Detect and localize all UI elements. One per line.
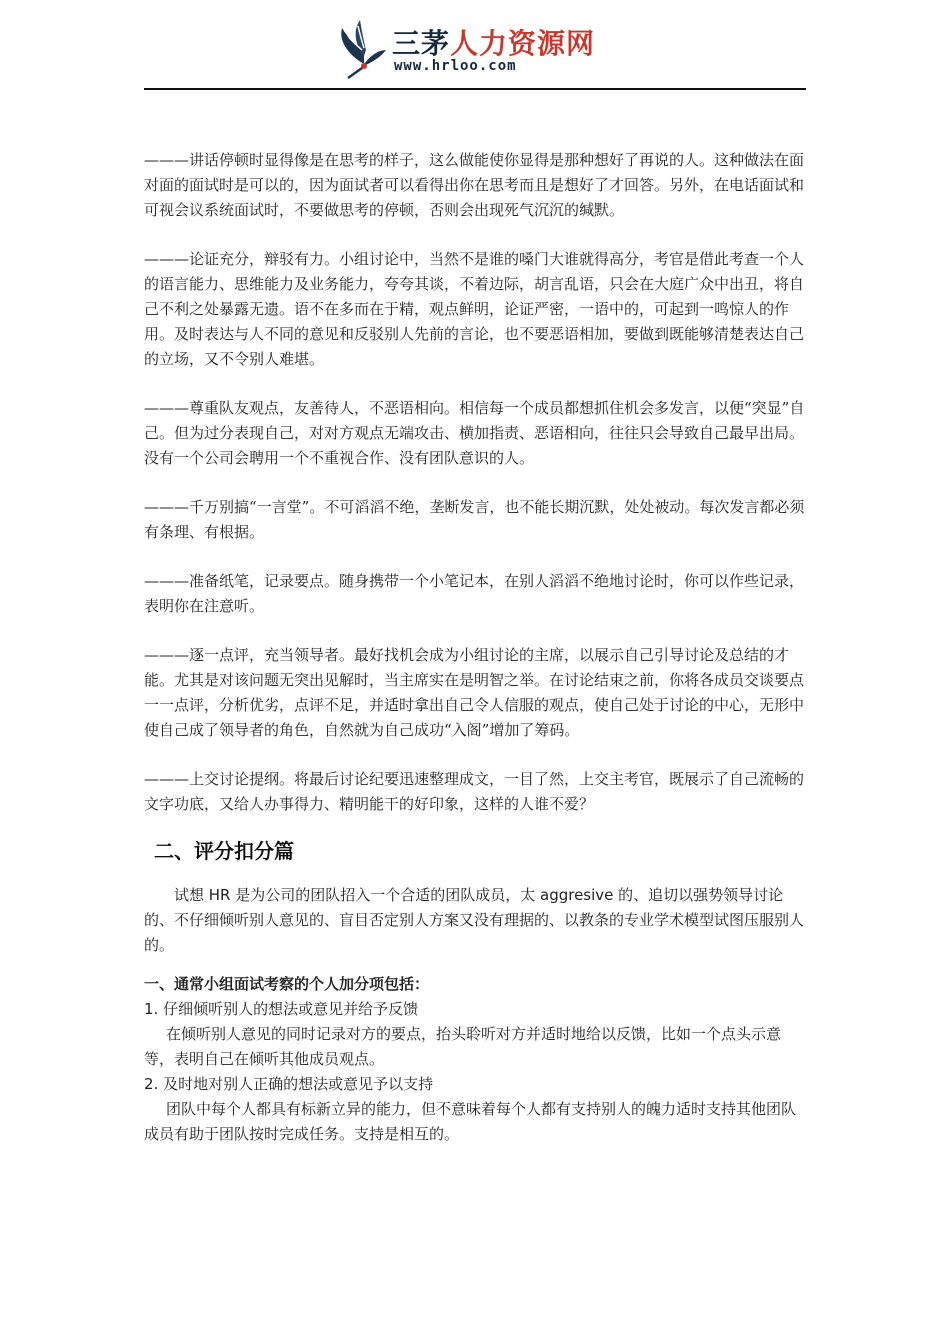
list-item-body: 团队中每个人都具有标新立异的能力，但不意味着每个人都有支持别人的魄力适时支持其他团队成员有助于团队按时完成任务。支持是相互的。 bbox=[144, 1100, 797, 1143]
paragraph: ———尊重队友观点，友善待人，不恶语相向。相信每一个成员都想抓住机会多发言，以便“突显”自己。但为过分表现自己，对对方观点无端攻击、横加指责、恶语相向，往往只会导致自己最早出局。没有一个公司会聘用一个不重视合作、没有团队意识的人。 bbox=[144, 399, 805, 467]
header-divider bbox=[144, 88, 806, 90]
site-logo bbox=[334, 16, 624, 80]
paragraph: ———逐一点评，充当领导者。最好找机会成为小组讨论的主席，以展示自己引导讨论及总结的才能。尤其是对该问题无突出见解时，当主席实在是明智之举。在讨论结束之前，你将各成员交谈要点一一点评，分析优劣，点评不足，并适时拿出自己令人信服的观点，使自己处于讨论的中心，无形中使自己成了领导者的角色，自然就为自己成功“入阁”增加了筹码。 bbox=[144, 646, 805, 739]
paragraph: ———上交讨论提纲。将最后讨论纪要迅速整理成文，一目了然，上交主考官，既展示了自己流畅的文字功底，又给人办事得力、精明能干的好印象，这样的人谁不爱？ bbox=[144, 770, 805, 813]
paragraph: ———讲话停顿时显得像是在思考的样子，这么做能使你显得是那种想好了再说的人。这种做法在面对面的面试时是可以的，因为面试者可以看得出你在思考而且是想好了才回答。另外，在电话面试和可视会议系统面试时，不要做思考的停顿，否则会出现死气沉沉的缄默。 bbox=[144, 151, 805, 219]
document-body bbox=[144, 148, 806, 1147]
list-item-title: 2. 及时地对别人正确的想法或意见予以支持 bbox=[144, 1075, 434, 1093]
sub-heading: 一、通常小组面试考察的个人加分项包括： bbox=[144, 975, 430, 993]
logo-title bbox=[392, 22, 595, 62]
section-heading: 二、评分扣分篇 bbox=[154, 839, 294, 863]
section-lead: 试想 HR 是为公司的团队招入一个合适的团队成员，太 aggresive 的、追切以强势领导讨论的、不仔细倾听别人意见的、盲目否定别人方案又没有理据的、以教条的专业学术模型试图压服别人的。 bbox=[144, 886, 805, 954]
logo-title-site: 人力资源网 bbox=[450, 27, 596, 60]
logo-title-brand: 三茅 bbox=[392, 27, 451, 60]
list-item-body: 在倾听别人意见的同时记录对方的要点，抬头聆听对方并适时地给以反馈，比如一个点头示意等，表明自己在倾听其他成员观点。 bbox=[144, 1025, 782, 1068]
logo-url: www.hrloo.com bbox=[394, 58, 517, 74]
paragraph: ———千万别搞“一言堂”。不可滔滔不绝，垄断发言，也不能长期沉默，处处被动。每次发言都必须有条理、有根据。 bbox=[144, 498, 805, 541]
paragraph: ———论证充分，辩驳有力。小组讨论中，当然不是谁的嗓门大谁就得高分，考官是借此考查一个人的语言能力、思维能力及业务能力，夸夸其谈，不着边际，胡言乱语，只会在大庭广众中出丑，将自己不利之处暴露无遗。语不在多而在于精，观点鲜明，论证严密，一语中的，可起到一鸣惊人的作用。及时表达与人不同的意见和反驳别人先前的言论，也不要恶语相加，要做到既能够清楚表达自己的立场，又不令别人难堪。 bbox=[144, 250, 805, 368]
paragraph: ———准备纸笔，记录要点。随身携带一个小笔记本，在别人滔滔不绝地讨论时，你可以作些记录，表明你在注意听。 bbox=[144, 572, 805, 615]
butterfly-logo-icon bbox=[334, 16, 394, 80]
list-item-title: 1. 仔细倾听别人的想法或意见并给予反馈 bbox=[144, 1000, 419, 1018]
